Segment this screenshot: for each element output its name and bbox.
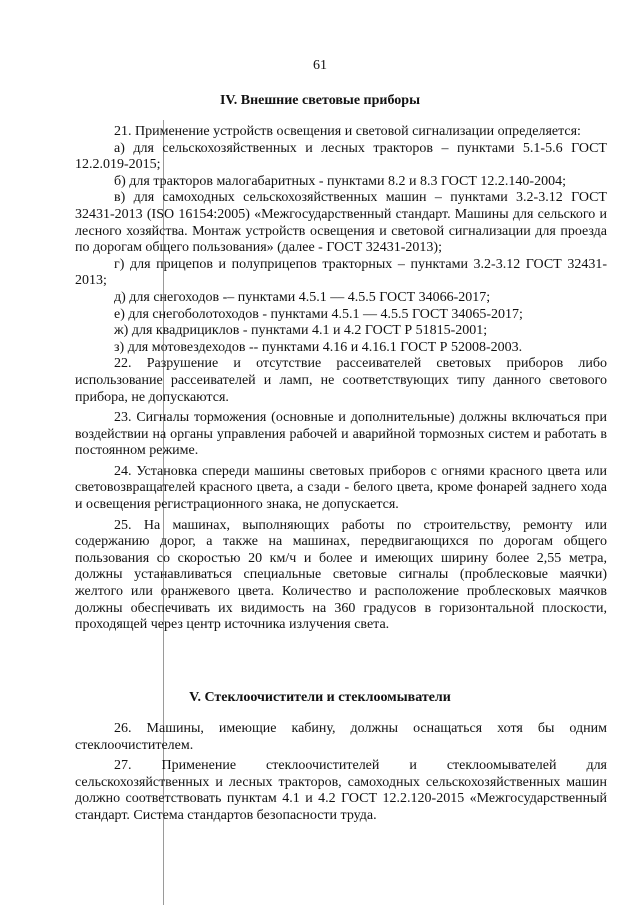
paragraph-21-d: д) для снегоходов -– пунктами 4.5.1 –– 4.5.5 ГОСТ 34066-2017; (114, 289, 491, 305)
paragraph-21-b: б) для тракторов малогабаритных - пунктами 8.2 и 8.3 ГОСТ 12.2.140-2004; (114, 173, 566, 189)
paragraph-22: 22. Разрушение и отсутствие рассеивателей световых приборов либо использование рассеивателей и ламп, не соответствующих типу данного светового прибора, не допускаются. (75, 356, 607, 405)
paragraph-27: 27. Применение стеклоочистителей и стеклоомывателей для сельскохозяйственных и лесных тракторов, самоходных сельскохозяйственных машин должно соответствовать пунктам 4.1 и 4.2 ГОСТ 12.2.120-2015 «Межгосударственный стандарт. Система стандартов безопасности труда. (75, 758, 607, 823)
paragraph-26: 26. Машины, имеющие кабину, должны оснащаться хотя бы одним стеклоочистителем. (75, 721, 607, 753)
section-4-body (75, 124, 607, 634)
paragraph-24: 24. Установка спереди машины световых приборов с огнями красного цвета или световозвращателей красного цвета, а сзади - белого цвета, кроме фонарей заднего хода и освещения регистрационного знака, не допускается. (75, 463, 607, 513)
section-4-title: IV. Внешние световые приборы (219, 93, 421, 108)
paragraph-21-zh: ж) для квадрициклов - пунктами 4.1 и 4.2 ГОСТ Р 51815-2001; (114, 323, 488, 339)
paragraph-21: 21. Применение устройств освещения и световой сигнализации определяется: (114, 124, 581, 139)
paragraph-25: 25. На машинах, выполняющих работы по строительству, ремонту или содержанию дорог, а также на машинах, передвигающихся по дорогам общего пользования со скоростью 20 км/ч и более и имеющих ширину более 2,55 метра, должны устанавливаться специальные световые сигналы (проблесковые маячки) желтого или оранжевого цвета. Количество и расположение проблесковых маячков должны обеспечивать их видимость на 360 градусов в горизонтальной плоскости, проходящей через центр источника излучения света. (75, 517, 607, 633)
paragraph-21-g: г) для прицепов и полуприцепов тракторных – пунктами 3.2-3.12 ГОСТ 32431-2013; (75, 256, 607, 289)
paragraph-23: 23. Сигналы торможения (основные и дополнительные) должны включаться при воздействии на органы управления рабочей и аварийной тормозных систем и работать в постоянном режиме. (75, 410, 607, 459)
paragraph-21-a: а) для сельскохозяйственных и лесных тракторов – пунктами 5.1-5.6 ГОСТ 12.2.019-2015; (75, 140, 607, 173)
page-number: 61 (313, 58, 327, 73)
section-5-title: V. Стеклоочистители и стеклоомыватели (189, 690, 451, 705)
paragraph-21-e: е) для снегоболотоходов - пунктами 4.5.1 –– 4.5.5 ГОСТ 34065-2017; (114, 306, 523, 322)
section-5-body (75, 721, 607, 825)
paragraph-21-v: в) для самоходных сельскохозяйственных машин – пунктами 3.2-3.12 ГОСТ 32431-2013 (ISO 16154:2005) «Межгосударственный стандарт. Машины для сельского и лесного хозяйства. Монтаж устройств освещения и световой сигнализации для проезда по дорогам общего пользования» (далее - ГОСТ 32431-2013); (75, 190, 607, 256)
paragraph-21-z: з) для мотовездеходов -- пунктами 4.16 и 4.16.1 ГОСТ Р 52008-2003. (114, 339, 523, 355)
